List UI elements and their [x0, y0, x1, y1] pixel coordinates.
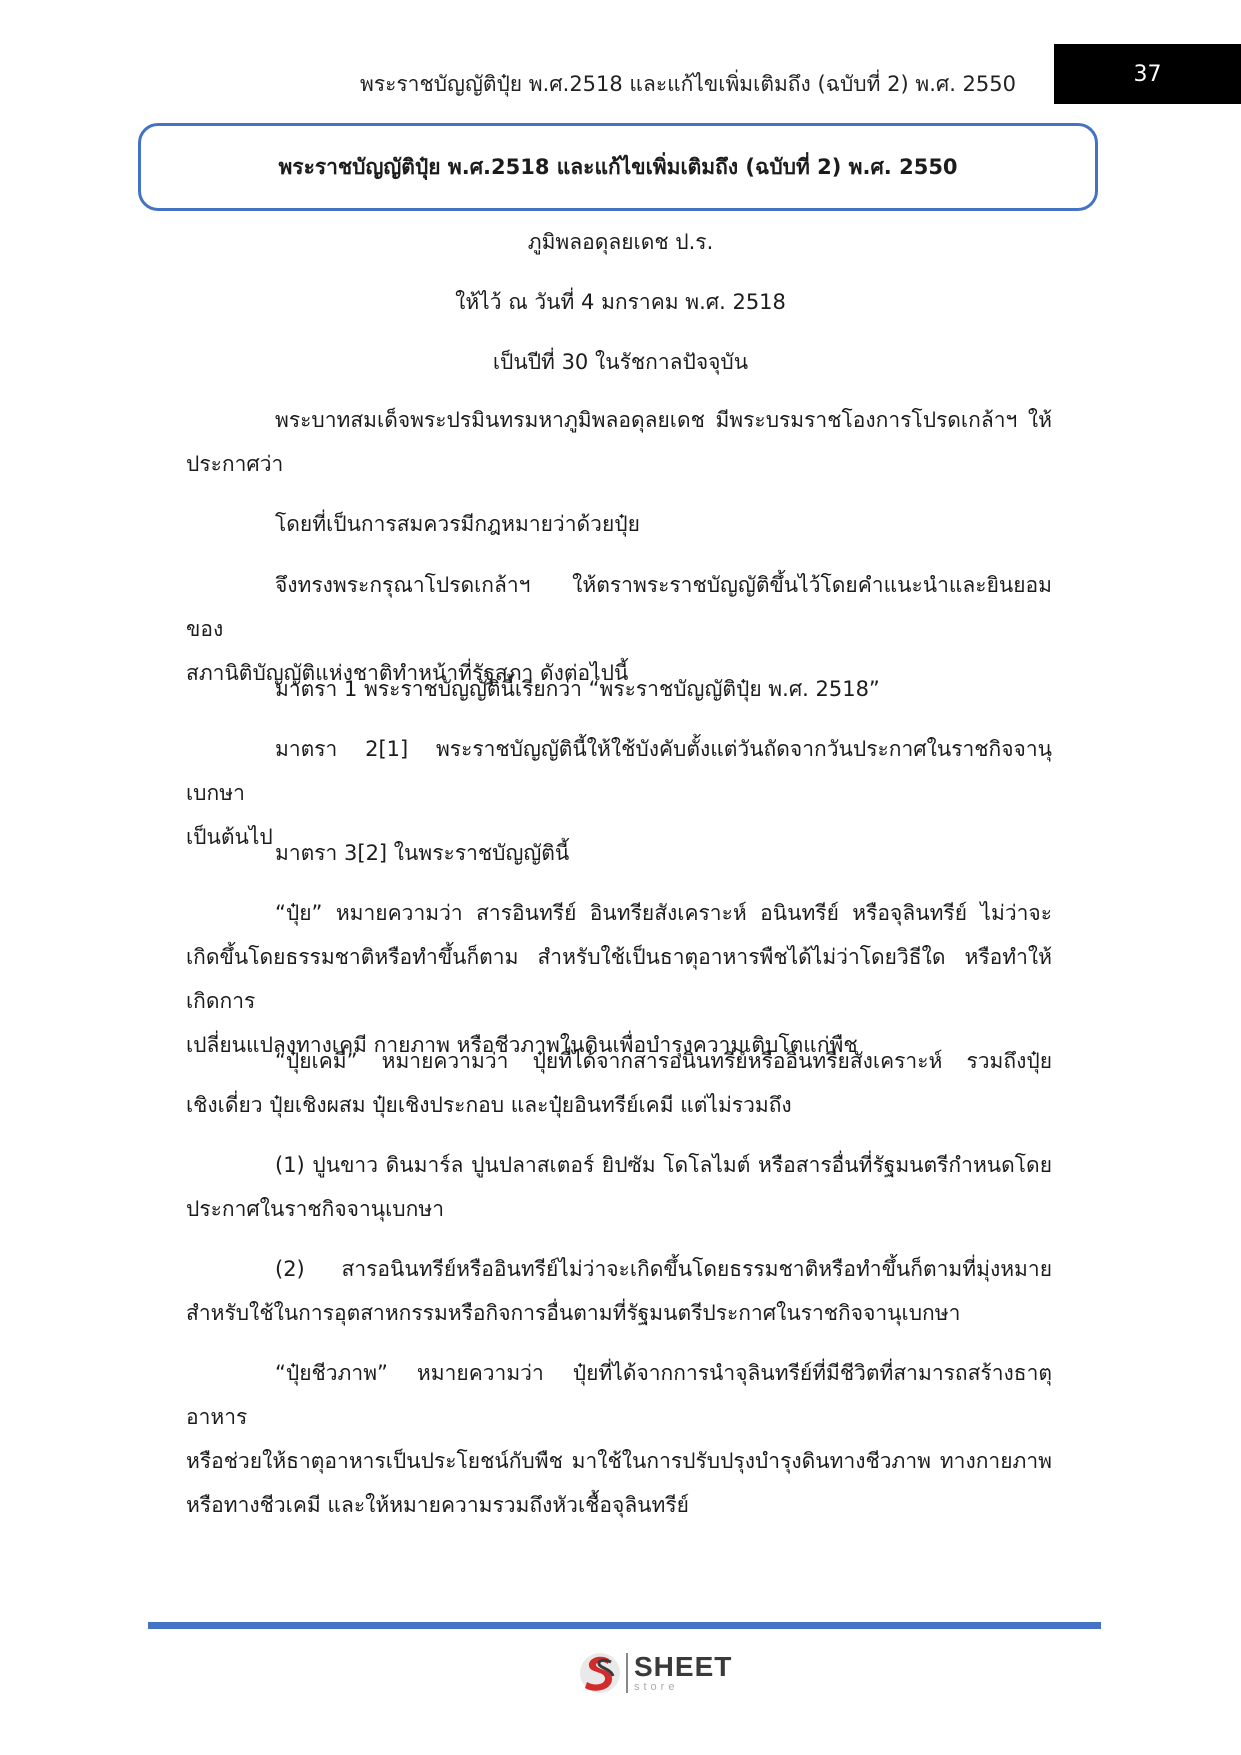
- page-number: 37: [1054, 44, 1241, 104]
- paragraph-line: “ปุ๋ย” หมายความว่า สารอินทรีย์ อินทรียสังเคราะห์ อนินทรีย์ หรือจุลินทรีย์ ไม่ว่าจะ: [275, 901, 1052, 925]
- paragraph-line: พระบาทสมเด็จพระปรมินทรมหาภูมิพลอดุลยเดช มีพระบรมราชโองการโปรดเกล้าฯ ให้: [275, 408, 1052, 432]
- sheet-store-s-icon: [578, 1650, 622, 1696]
- paragraph-line: “ปุ๋ยชีวภาพ” หมายความว่า ปุ๋ยที่ได้จากการนำจุลินทรีย์ที่มีชีวิตที่สามารถสร้างธาตุอาหาร: [186, 1361, 1052, 1429]
- paragraph-line: (1) ปูนขาว ดินมาร์ล ปูนปลาสเตอร์ ยิปซัม โดโลไมต์ หรือสารอื่นที่รัฐมนตรีกำหนดโดย: [275, 1153, 1052, 1177]
- footer-rule: [148, 1622, 1101, 1629]
- given-date: ให้ไว้ ณ วันที่ 4 มกราคม พ.ศ. 2518: [455, 290, 786, 314]
- paragraph-line: เชิงเดี่ยว ปุ๋ยเชิงผสม ปุ๋ยเชิงประกอบ และปุ๋ยอินทรีย์เคมี แต่ไม่รวมถึง: [186, 1093, 792, 1117]
- logo-divider: [626, 1653, 628, 1693]
- paragraph-line: หรือทางชีวเคมี และให้หมายความรวมถึงหัวเชื้อจุลินทรีย์: [186, 1493, 689, 1517]
- logo-text: [634, 1653, 732, 1693]
- paragraph-line: สำหรับใช้ในการอุตสาหกรรมหรือกิจการอื่นตามที่รัฐมนตรีประกาศในราชกิจจานุเบกษา: [186, 1301, 961, 1325]
- paragraph-line: มาตรา 2[1] พระราชบัญญัตินี้ให้ใช้บังคับตั้งแต่วันถัดจากวันประกาศในราชกิจจานุเบกษา: [186, 737, 1052, 805]
- reign-year: เป็นปีที่ 30 ในรัชกาลปัจจุบัน: [492, 350, 749, 374]
- paragraph-proclamation: [186, 398, 1052, 486]
- logo-word: SHEET: [634, 1651, 733, 1682]
- sheet-store-logo: [578, 1648, 738, 1698]
- exclusion-item-2: [186, 1247, 1052, 1335]
- paragraph-line: ประกาศว่า: [186, 452, 284, 476]
- king-signature: ภูมิพลอดุลยเดช ป.ร.: [527, 230, 714, 254]
- paragraph-line: มาตรา 1 พระราชบัญญัตินี้เรียกว่า “พระราชบัญญัติปุ๋ย พ.ศ. 2518”: [275, 677, 880, 701]
- paragraph-whereas: [186, 502, 1052, 546]
- definition-bio-fertilizer: [186, 1351, 1052, 1527]
- paragraph-line: (2) สารอนินทรีย์หรืออินทรีย์ไม่ว่าจะเกิดขึ้นโดยธรรมชาติหรือทำขึ้นก็ตามที่มุ่งหมาย: [275, 1257, 1052, 1281]
- section-3: [186, 831, 1052, 875]
- paragraph-line: สภานิติบัญญัติแห่งชาติทำหน้าที่รัฐสภา ดังต่อไปนี้: [186, 661, 629, 685]
- definition-chemical-fertilizer: [186, 1039, 1052, 1127]
- paragraph-line: จึงทรงพระกรุณาโปรดเกล้าฯ ให้ตราพระราชบัญญัติขึ้นไว้โดยคำแนะนำและยินยอมของ: [186, 573, 1052, 641]
- paragraph-line: “ปุ๋ยเคมี” หมายความว่า ปุ๋ยที่ได้จากสารอนินทรีย์หรืออินทรียสังเคราะห์ รวมถึงปุ๋ย: [275, 1049, 1052, 1073]
- exclusion-item-1: [186, 1143, 1052, 1231]
- logo-subtext: store: [634, 1681, 679, 1693]
- paragraph-line: มาตรา 3[2] ในพระราชบัญญัตินี้: [275, 841, 570, 865]
- paragraph-line: หรือช่วยให้ธาตุอาหารเป็นประโยชน์กับพืช มาใช้ในการปรับปรุงบำรุงดินทางชีวภาพ ทางกายภาพ: [186, 1449, 1052, 1473]
- paragraph-line: ประกาศในราชกิจจานุเบกษา: [186, 1197, 444, 1221]
- running-header: พระราชบัญญัติปุ๋ย พ.ศ.2518 และแก้ไขเพิ่มเติมถึง (ฉบับที่ 2) พ.ศ. 2550: [360, 72, 1016, 96]
- paragraph-line: เกิดขึ้นโดยธรรมชาติหรือทำขึ้นก็ตาม สำหรับใช้เป็นธาตุอาหารพืชได้ไม่ว่าโดยวิธีใด หรือทำให้เกิดการ: [186, 945, 1052, 1013]
- section-1: [186, 667, 1052, 711]
- paragraph-line: เป็นต้นไป: [186, 825, 273, 849]
- paragraph-line: โดยที่เป็นการสมควรมีกฎหมายว่าด้วยปุ๋ย: [275, 512, 640, 536]
- paragraph-line: เปลี่ยนแปลงทางเคมี กายภาพ หรือชีวภาพในดินเพื่อบำรุงความเติบโตแก่พืช: [186, 1033, 858, 1057]
- document-title: พระราชบัญญัติปุ๋ย พ.ศ.2518 และแก้ไขเพิ่มเติมถึง (ฉบับที่ 2) พ.ศ. 2550: [138, 123, 1098, 211]
